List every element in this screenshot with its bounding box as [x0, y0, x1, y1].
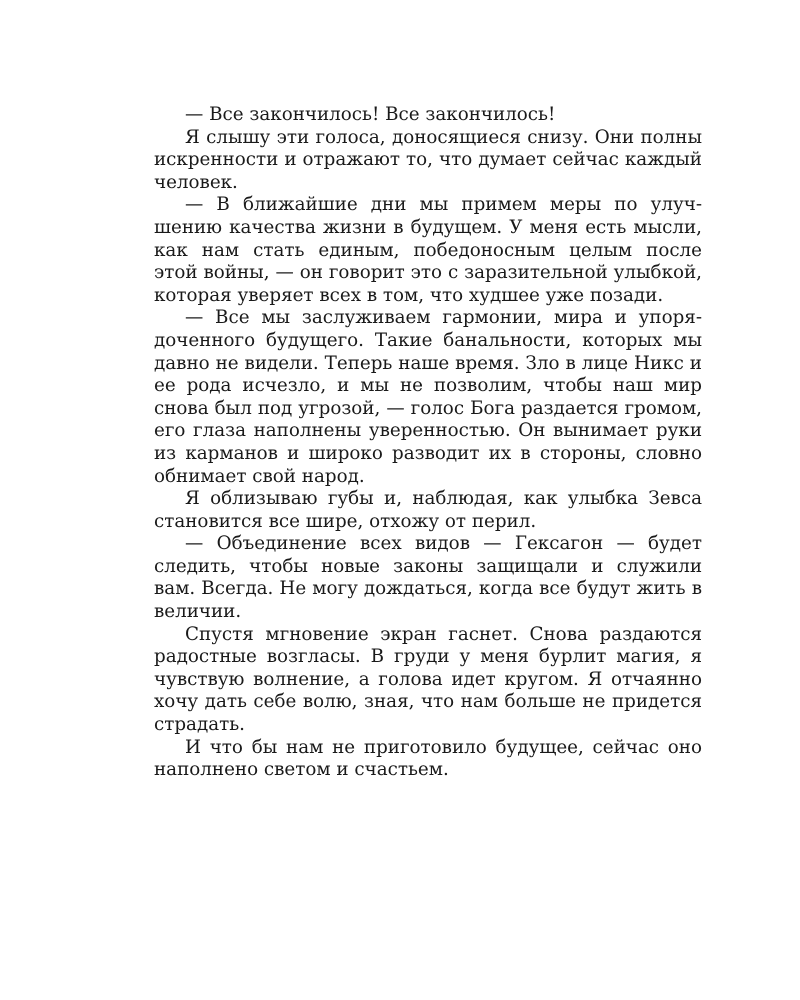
paragraph: И что бы нам не приготовило будущее, сейчас оно наполнено светом и счастьем.: [154, 736, 702, 781]
paragraph: Я облизываю губы и, наблюдая, как улыбка Зевса становится все шире, отхожу от перил.: [154, 488, 702, 532]
paragraph: — Все закончилось! Все закончилось!: [185, 104, 556, 125]
paragraph: Я слышу эти голоса, доносящиеся снизу. Они полны искренности и отражают то, что думает сейчас каждый человек.: [154, 126, 702, 193]
paragraph: — Все мы заслуживаем гармонии, мира и упорядоченного будущего. Такие банальности, которых мы давно не видели. Теперь наше время. Зло в лице Никс и ее рода исчезло, и мы не позволим, чтобы наш мир снова был под угрозой, — голос Бога раздается громом, его глаза наполнены уверенностью. Он вынимает руки из карманов и широко разводит их в стороны, словно обнимает свой народ.: [154, 307, 702, 487]
paragraph: Спустя мгновение экран гаснет. Снова раздаются радостные возгласы. В груди у меня бурлит магия, я чувствую волнение, а голова идет кругом. Я отчаянно хочу дать себе волю, зная, что нам больше не придется страдать.: [154, 623, 702, 736]
body-text: [154, 104, 702, 782]
paragraph: — Объединение всех видов — Гексагон — будет следить, чтобы новые законы защищали и служили вам. Всегда. Не могу дождаться, когда все будут жить в величии.: [154, 533, 702, 623]
paragraph: — В ближайшие дни мы примем меры по улучшению качества жизни в будущем. У меня есть мысли, как нам стать единым, победоносным целым после этой войны, — он говорит это с заразительной улыбкой, которая уверяет всех в том, что худшее уже позади.: [154, 194, 702, 306]
